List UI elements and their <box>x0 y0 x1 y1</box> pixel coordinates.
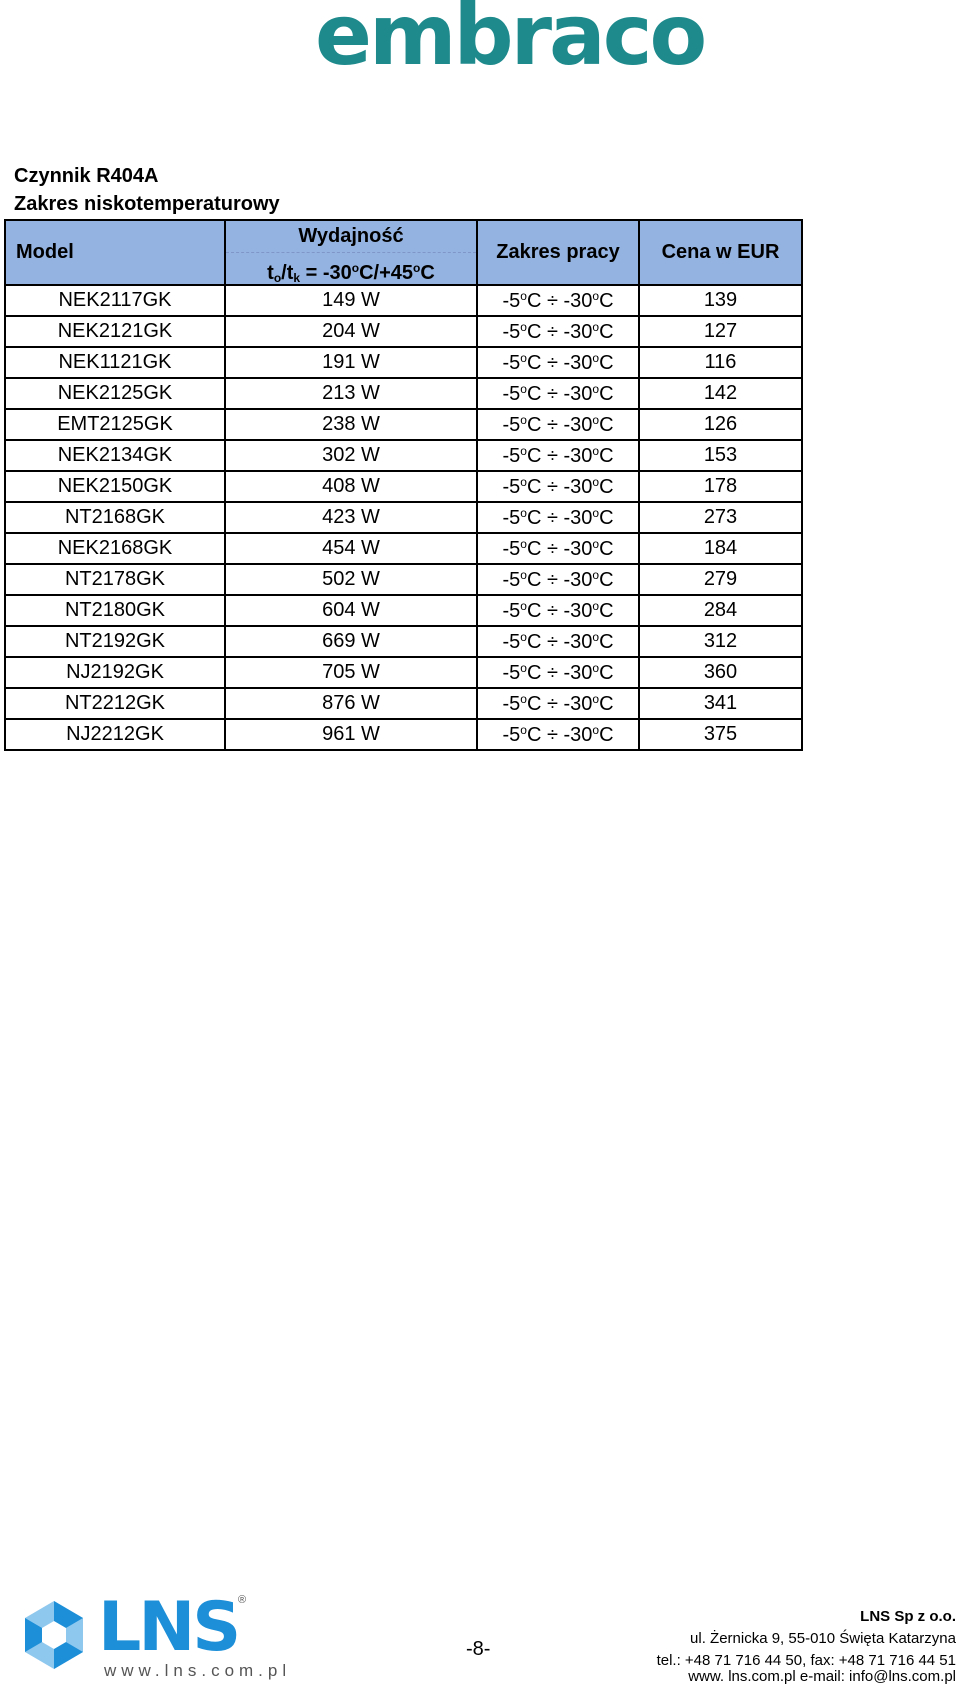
embraco-logo-mark <box>315 0 705 84</box>
cell-range: $-5^oC \div -30^oC$ <box>477 688 639 719</box>
cell-capacity: 213 W <box>225 378 477 409</box>
company-phone: tel.: +48 71 716 44 50, fax: +48 71 716 44 51 <box>656 1652 956 1669</box>
table-row <box>5 719 802 750</box>
table-row <box>5 285 802 316</box>
cell-model: EMT2125GK <box>5 409 225 440</box>
cell-range: $-5^oC \div -30^oC$ <box>477 657 639 688</box>
company-web: www. lns.com.pl e-mail: info@lns.com.pl <box>688 1668 956 1685</box>
cell-range: $-5^oC \div -30^oC$ <box>477 564 639 595</box>
lns-logo-url: www.lns.com.pl <box>104 1661 292 1680</box>
cell-range: $-5^oC \div -30^oC$ <box>477 533 639 564</box>
cell-model: NEK2168GK <box>5 533 225 564</box>
cell-range: $-5^oC \div -30^oC$ <box>477 719 639 750</box>
cell-model: NEK1121GK <box>5 347 225 378</box>
cell-model: NJ2192GK <box>5 657 225 688</box>
price-table <box>4 219 803 751</box>
cell-price: 375 <box>639 719 802 750</box>
cell-price: 284 <box>639 595 802 626</box>
cell-model: NT2212GK <box>5 688 225 719</box>
refrigerant-title: Czynnik R404A <box>14 165 159 187</box>
cell-model: NEK2150GK <box>5 471 225 502</box>
cell-model: NT2168GK <box>5 502 225 533</box>
cell-price: 153 <box>639 440 802 471</box>
cell-capacity: 705 W <box>225 657 477 688</box>
cell-price: 127 <box>639 316 802 347</box>
cell-model: NEK2121GK <box>5 316 225 347</box>
table-row <box>5 657 802 688</box>
table-row <box>5 595 802 626</box>
cell-price: 142 <box>639 378 802 409</box>
cell-price: 184 <box>639 533 802 564</box>
cell-price: 139 <box>639 285 802 316</box>
cell-model: NEK2125GK <box>5 378 225 409</box>
lns-logo-text: LNS <box>98 1588 239 1667</box>
cell-price: 273 <box>639 502 802 533</box>
header-capacity <box>225 220 477 285</box>
cell-range: $-5^oC \div -30^oC$ <box>477 595 639 626</box>
cell-price: 178 <box>639 471 802 502</box>
cell-capacity: 149 W <box>225 285 477 316</box>
header-price: Cena w EUR <box>639 220 802 285</box>
header-capacity-label: Wydajność <box>226 221 476 253</box>
cell-price: 116 <box>639 347 802 378</box>
cell-range: $-5^oC \div -30^oC$ <box>477 502 639 533</box>
temperature-range-subtitle: Zakres niskotemperaturowy <box>14 193 280 215</box>
cell-range: $-5^oC \div -30^oC$ <box>477 440 639 471</box>
cell-capacity: 302 W <box>225 440 477 471</box>
cell-price: 360 <box>639 657 802 688</box>
cell-capacity: 604 W <box>225 595 477 626</box>
table-body <box>5 285 802 750</box>
cell-price: 312 <box>639 626 802 657</box>
company-address: ul. Żernicka 9, 55-010 Święta Katarzyna <box>690 1630 956 1647</box>
cell-range: $-5^oC \div -30^oC$ <box>477 626 639 657</box>
table-row <box>5 347 802 378</box>
table-row <box>5 688 802 719</box>
cell-capacity: 238 W <box>225 409 477 440</box>
cell-capacity: 454 W <box>225 533 477 564</box>
embraco-logo <box>315 0 705 104</box>
header-model: Model <box>5 220 225 285</box>
cell-capacity: 502 W <box>225 564 477 595</box>
table-row <box>5 502 802 533</box>
cell-price: 279 <box>639 564 802 595</box>
table-header-row <box>5 220 802 285</box>
cell-model: NT2192GK <box>5 626 225 657</box>
cell-capacity: 191 W <box>225 347 477 378</box>
table-row <box>5 316 802 347</box>
cell-model: NT2180GK <box>5 595 225 626</box>
registered-mark: ® <box>238 1594 247 1606</box>
cell-capacity: 408 W <box>225 471 477 502</box>
cell-range: $-5^oC \div -30^oC$ <box>477 471 639 502</box>
table-row <box>5 564 802 595</box>
cell-price: 341 <box>639 688 802 719</box>
table-row <box>5 409 802 440</box>
embraco-logo-text: embraco <box>315 0 705 84</box>
cell-model: NT2178GK <box>5 564 225 595</box>
cell-range: $-5^oC \div -30^oC$ <box>477 409 639 440</box>
table-row <box>5 378 802 409</box>
cell-capacity: 423 W <box>225 502 477 533</box>
header-range: Zakres pracy <box>477 220 639 285</box>
header-capacity-conditions: $t_o/t_k = -30^oC/+45^oC$ <box>267 261 435 285</box>
table-row <box>5 471 802 502</box>
cell-capacity: 876 W <box>225 688 477 719</box>
page-number: -8- <box>466 1638 491 1660</box>
cell-range: $-5^oC \div -30^oC$ <box>477 347 639 378</box>
cell-range: $-5^oC \div -30^oC$ <box>477 378 639 409</box>
table-row <box>5 533 802 564</box>
cell-capacity: 961 W <box>225 719 477 750</box>
table-row <box>5 440 802 471</box>
cell-capacity: 204 W <box>225 316 477 347</box>
cell-model: NEK2117GK <box>5 285 225 316</box>
table-row <box>5 626 802 657</box>
cell-price: 126 <box>639 409 802 440</box>
cell-range: $-5^oC \div -30^oC$ <box>477 316 639 347</box>
company-name: LNS Sp z o.o. <box>860 1608 956 1625</box>
cell-model: NJ2212GK <box>5 719 225 750</box>
cell-capacity: 669 W <box>225 626 477 657</box>
cell-range: $-5^oC \div -30^oC$ <box>477 285 639 316</box>
cell-model: NEK2134GK <box>5 440 225 471</box>
